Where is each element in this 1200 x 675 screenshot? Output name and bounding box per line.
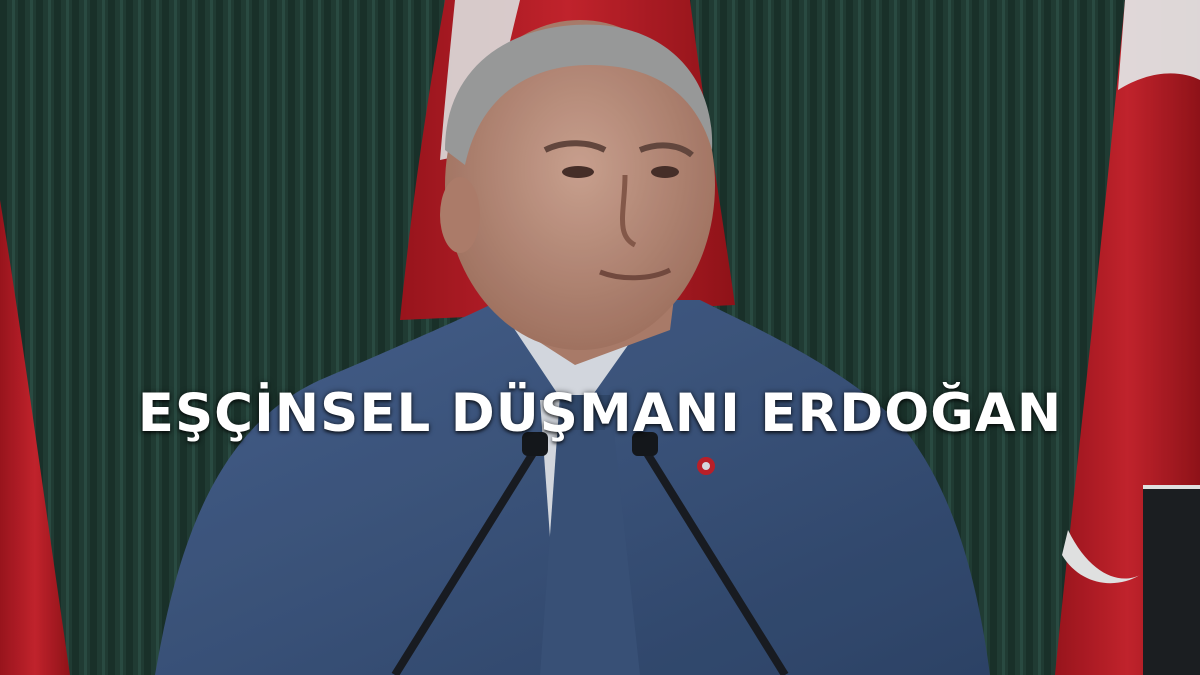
video-caption: EŞÇİNSEL DÜŞMANI ERDOĞAN: [137, 383, 1063, 444]
